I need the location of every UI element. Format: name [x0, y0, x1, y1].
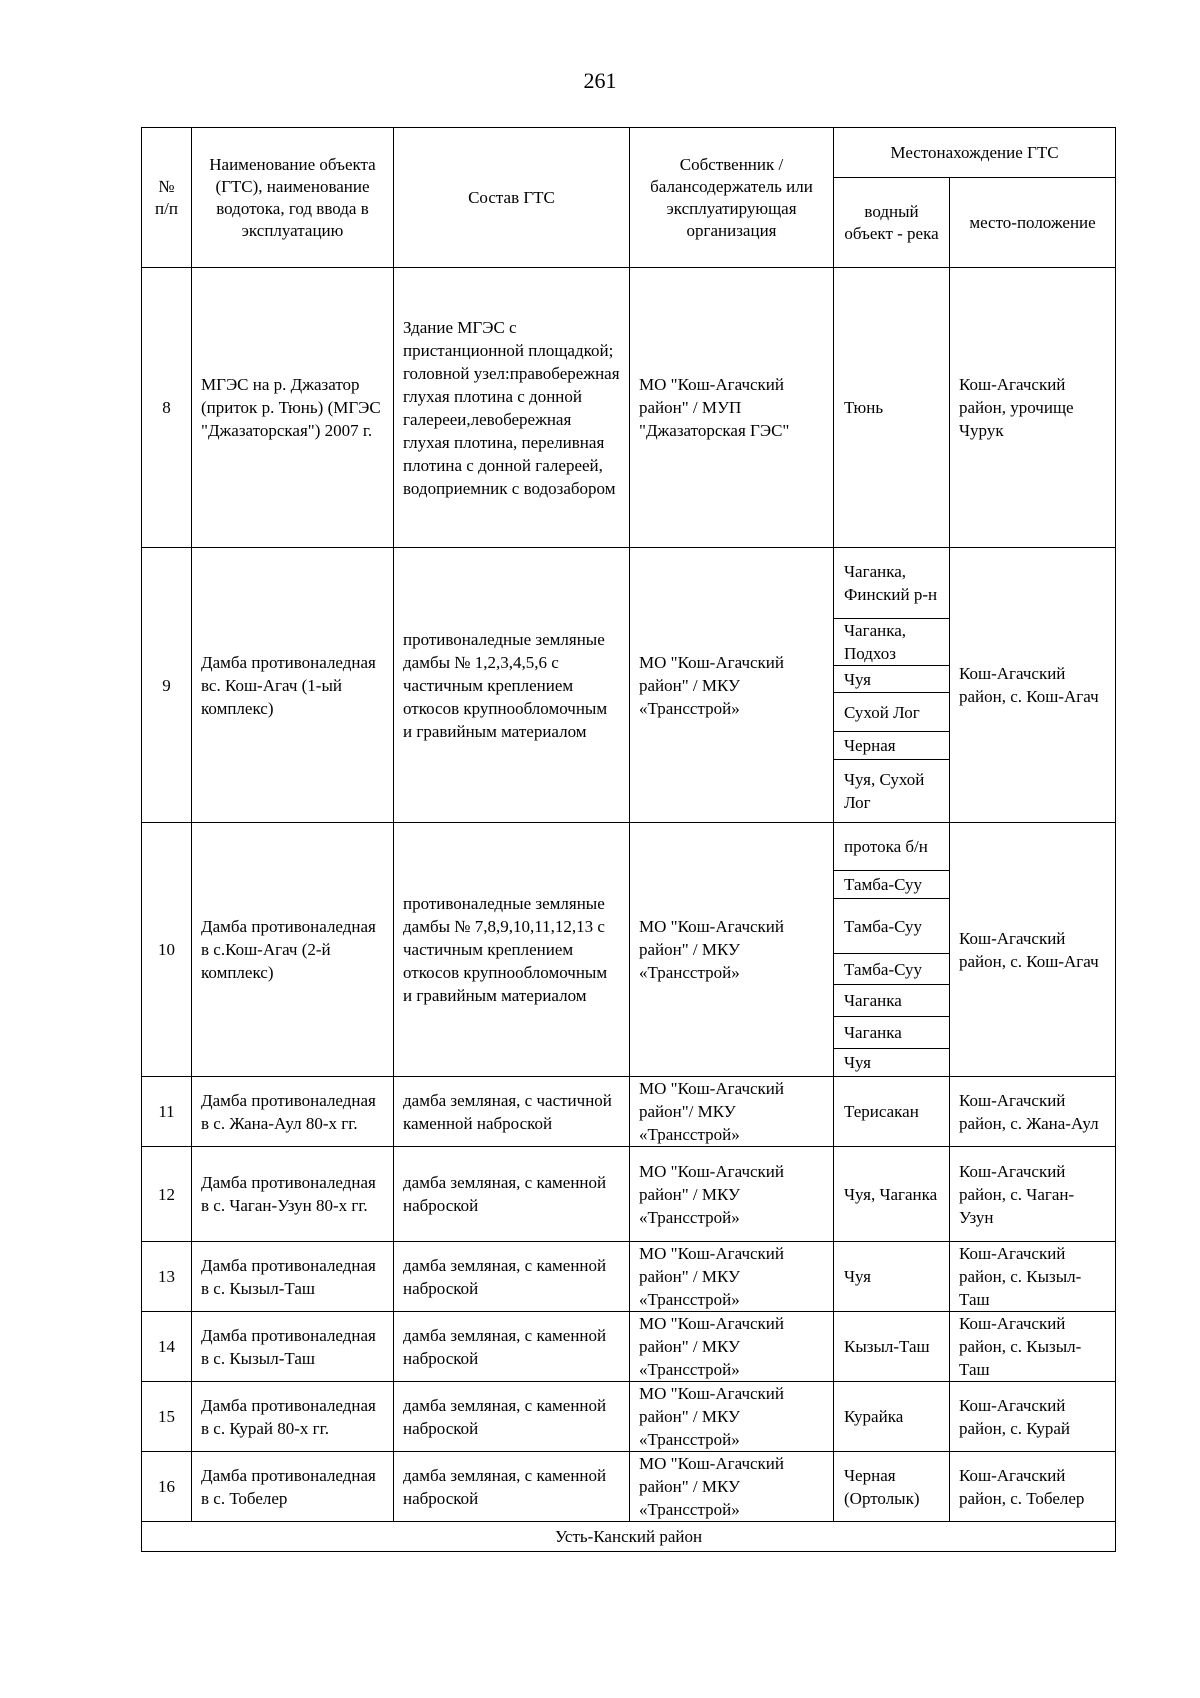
owner: МО "Кош-Агачский район" / МКУ «Трансстрой» [630, 1452, 834, 1522]
owner: МО "Кош-Агачский район"/ МКУ «Трансстрой» [630, 1077, 834, 1147]
river: Тамба-Суу [834, 954, 950, 985]
place: Кош-Агачский район, с. Чаган-Узун [950, 1147, 1116, 1242]
place: Кош-Агачский район, урочище Чурук [950, 268, 1116, 548]
row-number: 12 [142, 1147, 192, 1242]
table-row [142, 268, 1116, 548]
table-row [142, 1077, 1116, 1147]
object-name: Дамба противоналедная в с. Курай 80-х гг. [192, 1382, 394, 1452]
row-number: 16 [142, 1452, 192, 1522]
object-name: Дамба противоналедная в с. Кызыл-Таш [192, 1312, 394, 1382]
row-number: 8 [142, 268, 192, 548]
place: Кош-Агачский район, с. Кош-Агач [950, 548, 1116, 823]
river: Тамба-Суу [834, 871, 950, 899]
river: Чуя [834, 666, 950, 693]
row-number: 13 [142, 1242, 192, 1312]
composition: Здание МГЭС с пристанционной площадкой; головной узел:правобережная глухая плотина с донной галерееи,левобережная глухая плотина, переливная плотина с донной галереей, водоприемник с водозабором [394, 268, 630, 548]
owner: МО "Кош-Агачский район" / МКУ «Трансстрой» [630, 823, 834, 1077]
river: протока б/н [834, 823, 950, 871]
owner: МО "Кош-Агачский район" / МУП "Джазаторская ГЭС" [630, 268, 834, 548]
object-name: МГЭС на р. Джазатор (приток р. Тюнь) (МГЭС "Джазаторская") 2007 г. [192, 268, 394, 548]
header-composition: Состав ГТС [394, 128, 630, 268]
row-number: 11 [142, 1077, 192, 1147]
river: Чаганка, Финский р-н [834, 548, 950, 619]
table-row [142, 1452, 1116, 1522]
owner: МО "Кош-Агачский район" / МКУ «Трансстрой» [630, 1312, 834, 1382]
owner: МО "Кош-Агачский район" / МКУ «Трансстрой» [630, 1242, 834, 1312]
river: Тюнь [834, 268, 950, 548]
row-number: 9 [142, 548, 192, 823]
river: Тамба-Суу [834, 899, 950, 954]
section-row [142, 1522, 1116, 1552]
object-name: Дамба противоналедная в с. Тобелер [192, 1452, 394, 1522]
object-name: Дамба противоналедная в с. Кызыл-Таш [192, 1242, 394, 1312]
composition: дамба земляная, с каменной наброской [394, 1452, 630, 1522]
river: Чаганка, Подхоз [834, 619, 950, 666]
object-name: Дамба противоналедная вс. Кош-Агач (1-ый комплекс) [192, 548, 394, 823]
river: Чуя, Чаганка [834, 1147, 950, 1242]
place: Кош-Агачский район, с. Кош-Агач [950, 823, 1116, 1077]
owner: МО "Кош-Агачский район" / МКУ «Трансстрой» [630, 1382, 834, 1452]
table-row [142, 1147, 1116, 1242]
river: Чуя [834, 1242, 950, 1312]
river: Чуя, Сухой Лог [834, 760, 950, 823]
composition: противоналедные земляные дамбы № 1,2,3,4,5,6 с частичным креплением откосов крупнообломочным и гравийным материалом [394, 548, 630, 823]
table-body [142, 268, 1116, 1522]
place: Кош-Агачский район, с. Жана-Аул [950, 1077, 1116, 1147]
row-number: 10 [142, 823, 192, 1077]
object-name: Дамба противоналедная в с. Жана-Аул 80-х гг. [192, 1077, 394, 1147]
river: Чаганка [834, 1017, 950, 1049]
page-number: 261 [583, 68, 617, 93]
river: Кызыл-Таш [834, 1312, 950, 1382]
place: Кош-Агачский район, с. Курай [950, 1382, 1116, 1452]
row-number: 15 [142, 1382, 192, 1452]
header-location: Местонахождение ГТС [834, 128, 1116, 178]
header-river: водный объект - река [834, 178, 950, 268]
table-row [142, 548, 1116, 619]
composition: противоналедные земляные дамбы № 7,8,9,10,11,12,13 с частичным креплением откосов крупнообломочным и гравийным материалом [394, 823, 630, 1077]
row-number: 14 [142, 1312, 192, 1382]
river: Черная [834, 732, 950, 760]
table-row [142, 823, 1116, 871]
section-title: Усть-Канский район [142, 1522, 1116, 1552]
composition: дамба земляная, с частичной каменной наброской [394, 1077, 630, 1147]
river: Сухой Лог [834, 693, 950, 732]
river: Черная (Ортолык) [834, 1452, 950, 1522]
table-row [142, 1382, 1116, 1452]
object-name: Дамба противоналедная в с.Кош-Агач (2-й комплекс) [192, 823, 394, 1077]
object-name: Дамба противоналедная в с. Чаган-Узун 80-х гг. [192, 1147, 394, 1242]
place: Кош-Агачский район, с. Кызыл-Таш [950, 1242, 1116, 1312]
gts-table [141, 127, 1116, 1552]
owner: МО "Кош-Агачский район" / МКУ «Трансстрой» [630, 548, 834, 823]
composition: дамба земляная, с каменной наброской [394, 1312, 630, 1382]
owner: МО "Кош-Агачский район" / МКУ «Трансстрой» [630, 1147, 834, 1242]
table-row [142, 1312, 1116, 1382]
river: Чаганка [834, 985, 950, 1017]
header-place: место-положение [950, 178, 1116, 268]
river: Курайка [834, 1382, 950, 1452]
header-owner: Собственник / балансодержатель или эксплуатирующая организация [630, 128, 834, 268]
place: Кош-Агачский район, с. Кызыл-Таш [950, 1312, 1116, 1382]
table-header [142, 128, 1116, 268]
header-name: Наименование объекта (ГТС), наименование водотока, год ввода в эксплуатацию [192, 128, 394, 268]
table-row [142, 1242, 1116, 1312]
place: Кош-Агачский район, с. Тобелер [950, 1452, 1116, 1522]
composition: дамба земляная, с каменной наброской [394, 1242, 630, 1312]
header-num: № п/п [142, 128, 192, 268]
composition: дамба земляная, с каменной наброской [394, 1147, 630, 1242]
river: Терисакан [834, 1077, 950, 1147]
composition: дамба земляная, с каменной наброской [394, 1382, 630, 1452]
river: Чуя [834, 1049, 950, 1077]
